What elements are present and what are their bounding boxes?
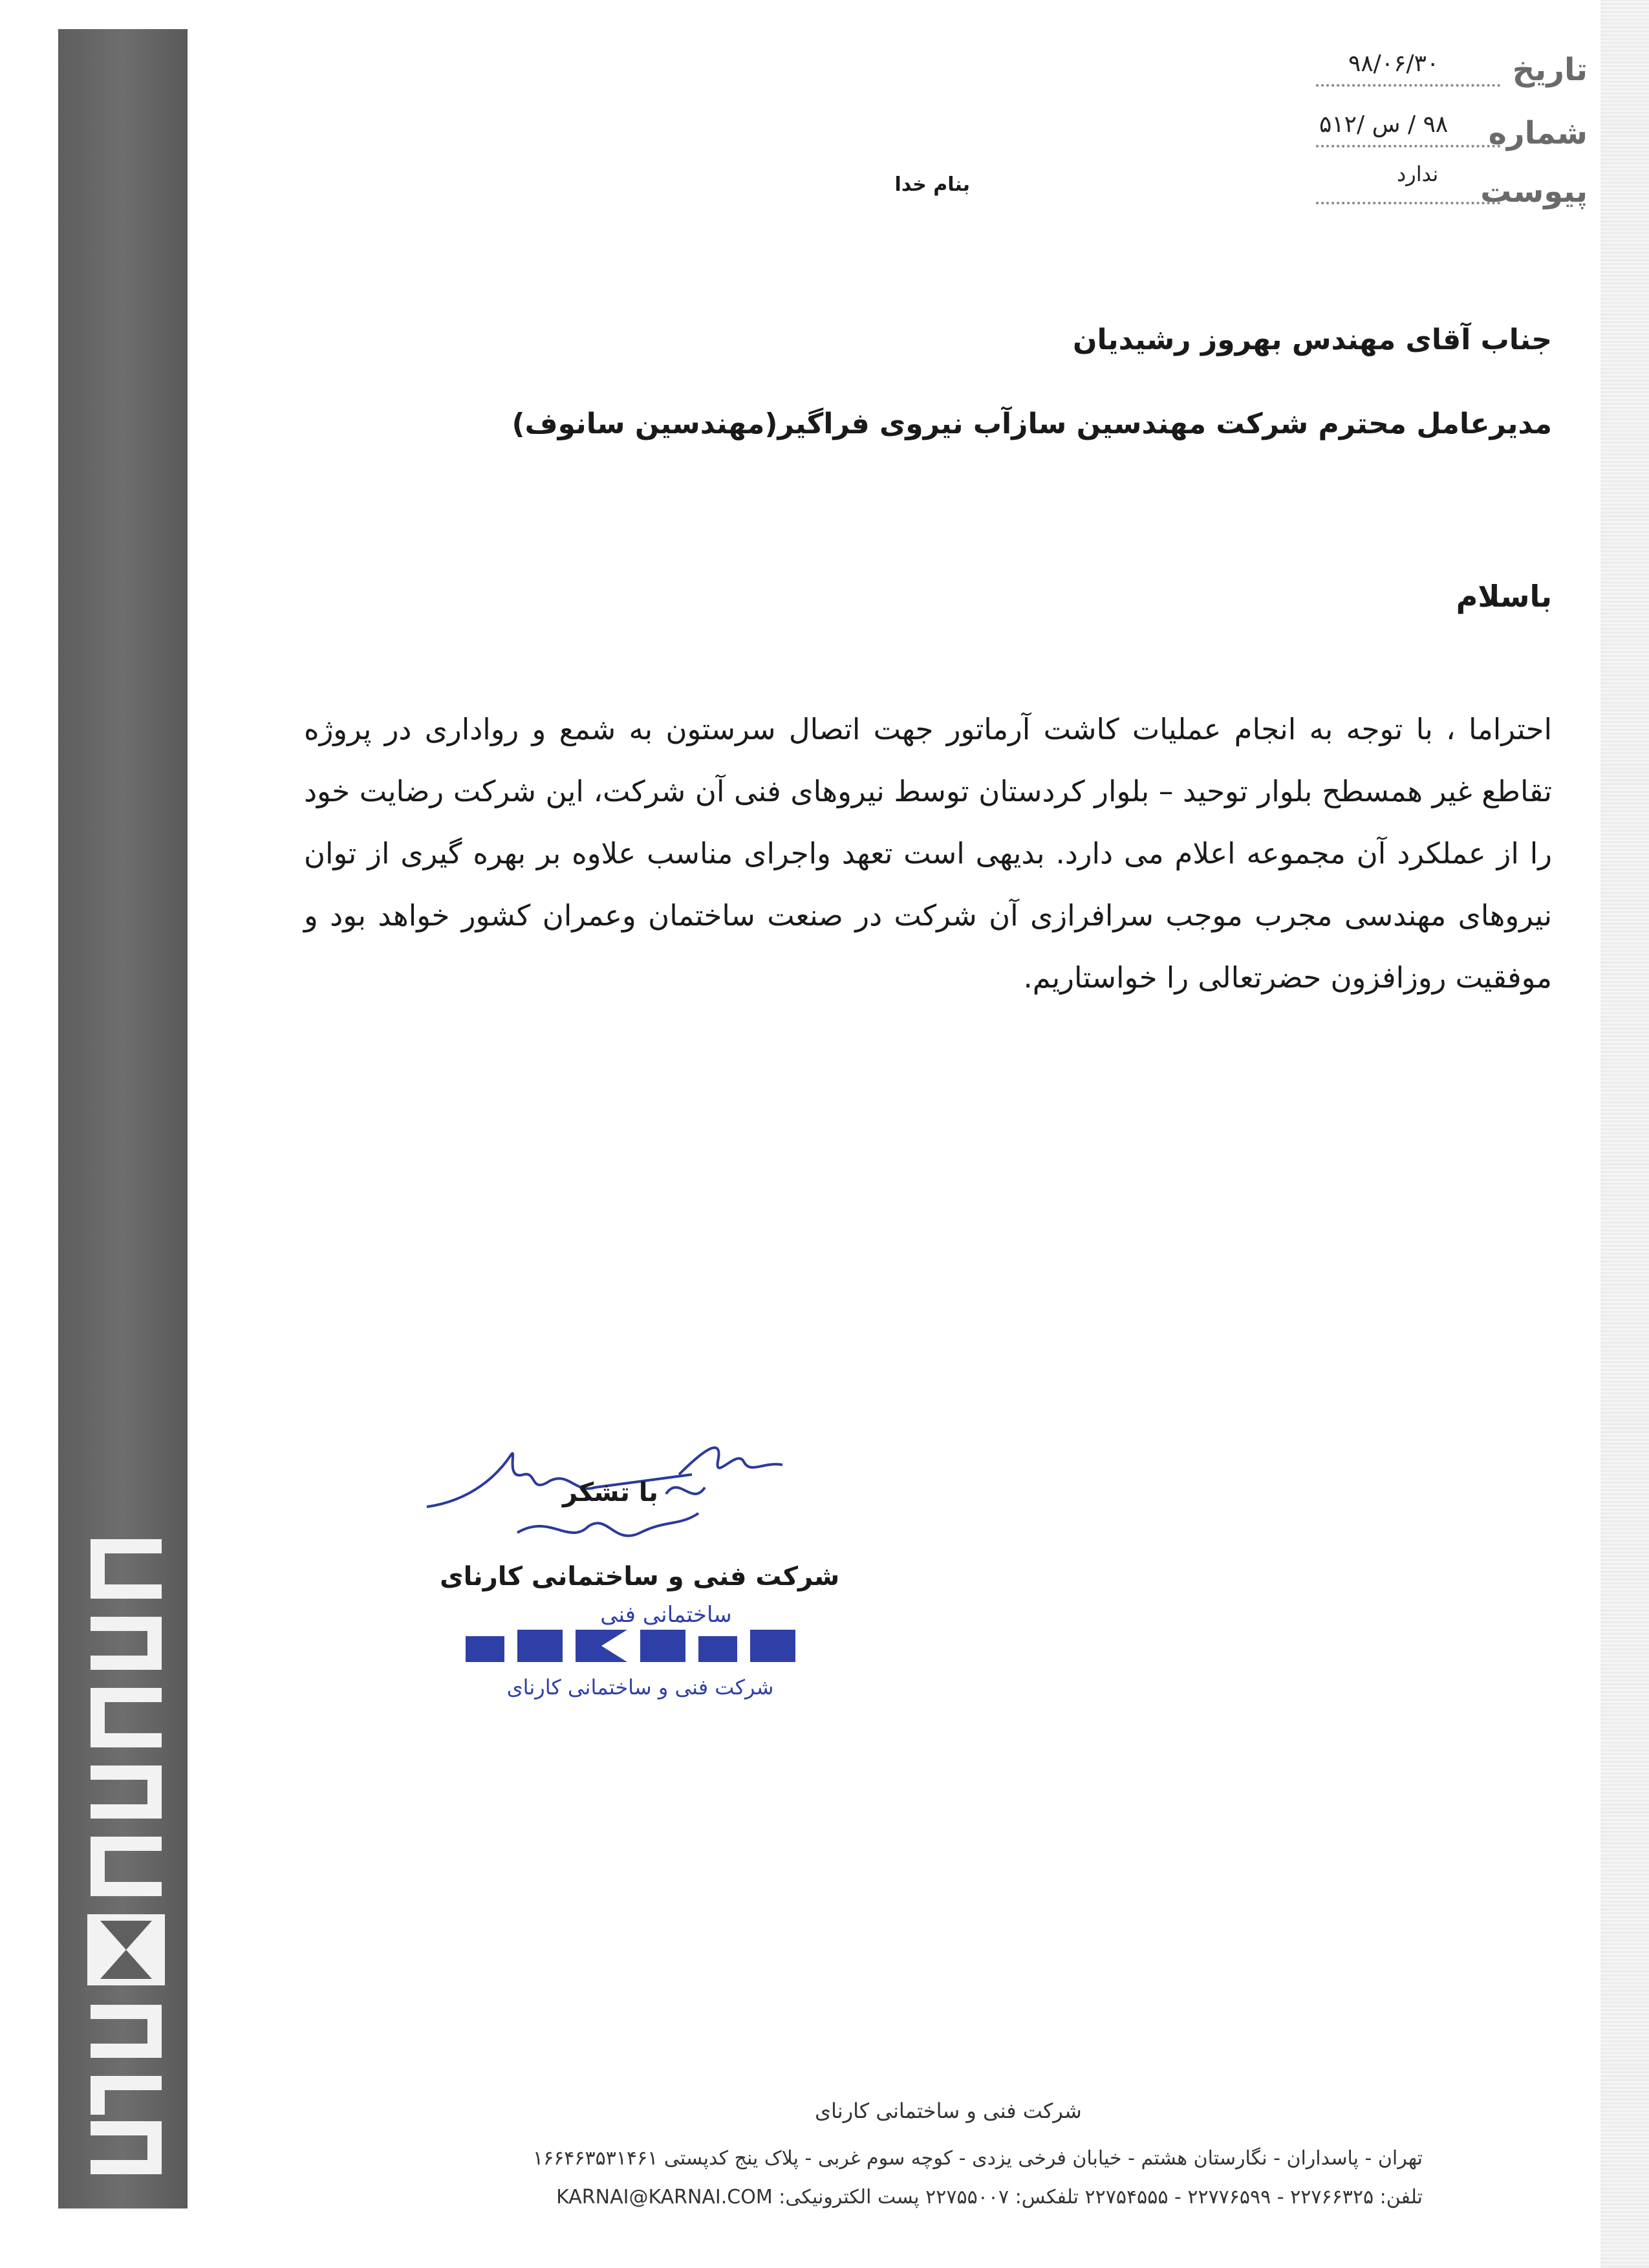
date-dots	[1316, 84, 1500, 87]
signatory-company: شرکت فنی و ساختمانی کارنای	[440, 1562, 840, 1592]
scan-edge	[1600, 0, 1649, 2268]
attachment-dots	[1316, 202, 1500, 204]
recipient-name: جناب آقای مهندس بهروز رشیدیان	[1073, 323, 1552, 356]
number-value: ۹۸ / س /۵۱۲	[1319, 111, 1449, 138]
attachment-label: پیوست	[1480, 173, 1588, 210]
closing-text: با تشکر	[563, 1478, 658, 1507]
basmala-heading: بنام خدا	[894, 173, 970, 196]
greeting: باسلام	[1456, 579, 1552, 614]
recipient-title: مدیرعامل محترم شرکت مهندسین سازآب نیروی فراگیر(مهندسین سانوف)	[512, 407, 1552, 440]
date-label: تاریخ	[1512, 52, 1588, 88]
company-stamp-icon	[446, 1597, 834, 1714]
footer-contact: تلفن: ۲۲۷۶۶۳۲۵ - ۲۲۷۷۶۵۹۹ - ۲۲۷۵۴۵۵۵ تلفکس: ۲۲۷۵۵۰۰۷ پست الکترونیکی: KARNAI@KARNAI.COM	[556, 2186, 1423, 2209]
number-label: شماره	[1488, 115, 1588, 151]
number-dots	[1316, 145, 1500, 147]
karnai-logo-icon	[65, 1526, 181, 2192]
attachment-value: ندارد	[1397, 162, 1439, 186]
stamp-top-text: ساختمانی فنی	[600, 1602, 732, 1628]
stamp-bottom-text: شرکت فنی و ساختمانی کارنای	[506, 1675, 774, 1700]
footer-company: شرکت فنی و ساختمانی کارنای	[815, 2099, 1082, 2123]
letter-body: احتراما ، با توجه به انجام عملیات کاشت آرماتور جهت اتصال سرستون به شمع و رواداری در پروژه تقاطع غیر همسطح بلوار توحید – بلوار کردستان توسط نیروهای فنی آن شرکت، این شرکت رضایت خود را از عملکرد آن مجموعه اعلام می دارد. بدیهی است تعهد واجرای مناسب علاوه بر بهره گیری از توان نیروهای مهندسی مجرب موجب سرافرازی آن شرکت در صنعت ساختمان وعمران کشور خواهد بود و موفقیت روزافزون حضرتعالی را خواستاریم.	[304, 712, 1552, 995]
date-value: ۹۸/۰۶/۳۰	[1348, 50, 1439, 77]
footer-address: تهران - پاسداران - نگارستان هشتم - خیابان فرخی یزدی - کوچه سوم غربی - پلاک ینج کدپستی ۱۶۶۴۶۳۵۳۱۴۶۱	[532, 2147, 1423, 2170]
